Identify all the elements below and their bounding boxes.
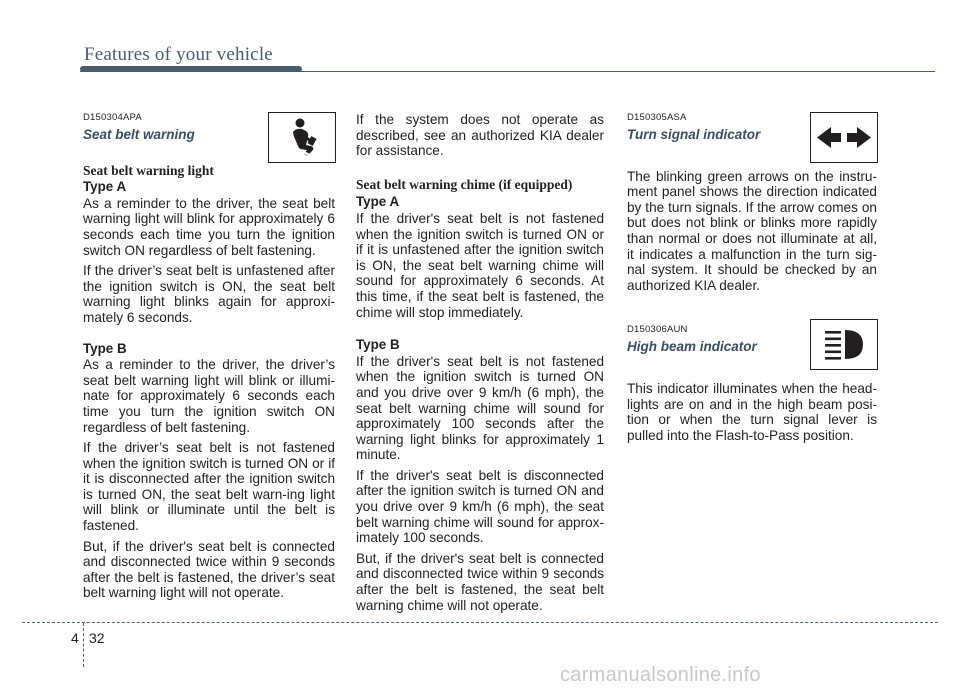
paragraph: If the driver's seat belt is not fastened when the ignition switch is turned ON or if it is unfastened after the ignition switch is ON, the seat belt warning chime will sound for approximately 6 seconds. At this time, if the seat belt is fastened, the chime will stop immediately.	[356, 210, 604, 320]
paragraph: If the driver’s seat belt is unfastened after the ignition switch is ON, the seat belt warning light blinks again for approxi-mately 6 seconds.	[83, 263, 335, 325]
left-column	[83, 112, 335, 601]
paragraph: But, if the driver's seat belt is connected and disconnected twice within 9 seconds after the belt is fastened, the seat belt warning chime will not operate.	[356, 550, 604, 613]
section-code: D150306AUN	[627, 324, 688, 336]
header-rule	[80, 71, 935, 72]
subheading-warning-light: Seat belt warning light	[83, 162, 214, 178]
paragraph: The blinking green arrows on the instru-ment panel shows the direction indicated by the turn signals. If the arrow comes on but does not blink or blinks more rapidly than normal or does not illuminate at all, it indicates a malfunction in the turn sig-nal system. It should be checked by an authorized KIA dealer.	[627, 168, 877, 293]
subheading-warning-chime: Seat belt warning chime (if equipped)	[356, 176, 573, 192]
seat-belt-warning-icon	[268, 112, 336, 163]
section-code: D150305ASA	[627, 112, 687, 123]
type-a-label: Type A	[83, 179, 127, 195]
paragraph: If the driver's seat belt is disconnected after the ignition switch is turned ON and you drive over 9 km/h (6 mph), the seat belt warning chime will sound for approx-imately 100 seconds.	[356, 467, 604, 546]
chapter-number: 4	[71, 630, 79, 646]
middle-column	[356, 112, 604, 613]
turn-signal-arrows-icon	[810, 112, 878, 163]
section-title-seat-belt-warning: Seat belt warning	[83, 127, 195, 142]
page-number: 32	[89, 630, 105, 646]
footer-divider	[83, 623, 84, 667]
page-header-title: Features of your vehicle	[84, 44, 273, 65]
footer-rule	[22, 622, 938, 623]
type-b-label: Type B	[83, 340, 127, 356]
paragraph: If the driver's seat belt is not fastened when the ignition switch is turned ON and you drive over 9 km/h (6 mph), the seat belt warning chime will sound for approximately 100 seconds after the warning light blinks for approximately 1 minute.	[356, 353, 604, 463]
paragraph: This indicator illuminates when the head-lights are on and in the high beam posi-tion or when the turn signal lever is pulled into the Flash-to-Pass position.	[627, 380, 877, 443]
paragraph: As a reminder to the driver, the seat belt warning light will blink for approximately 6 seconds each time you turn the ignition switch ON regardless of belt fastening.	[83, 195, 335, 258]
paragraph: If the driver’s seat belt is not fastened when the ignition switch is turned ON or if it is disconnected after the ignition switch is turned ON, the seat belt warn-ing light will blink or illuminate until the belt is fastened.	[83, 440, 335, 534]
section-code: D150304APA	[83, 112, 142, 123]
paragraph: If the system does not operate as described, see an authorized KIA dealer for assistance.	[356, 112, 604, 159]
section-title-turn-signal: Turn signal indicator	[627, 127, 761, 142]
type-b-label: Type B	[356, 337, 400, 353]
section-title-high-beam: High beam indicator	[627, 339, 757, 355]
watermark-text: carmanualsonline.info	[560, 664, 761, 686]
high-beam-icon	[810, 319, 878, 370]
paragraph: As a reminder to the driver, the driver’s seat belt warning light will blink or illumi-nate for approximately 6 seconds each time you turn the ignition switch ON regardless of belt fastening.	[83, 357, 335, 435]
paragraph: But, if the driver's seat belt is connected and disconnected twice within 9 seconds after the belt is fastened, the driver’s seat belt warning light will not operate.	[83, 538, 335, 601]
type-a-label: Type A	[356, 194, 400, 210]
